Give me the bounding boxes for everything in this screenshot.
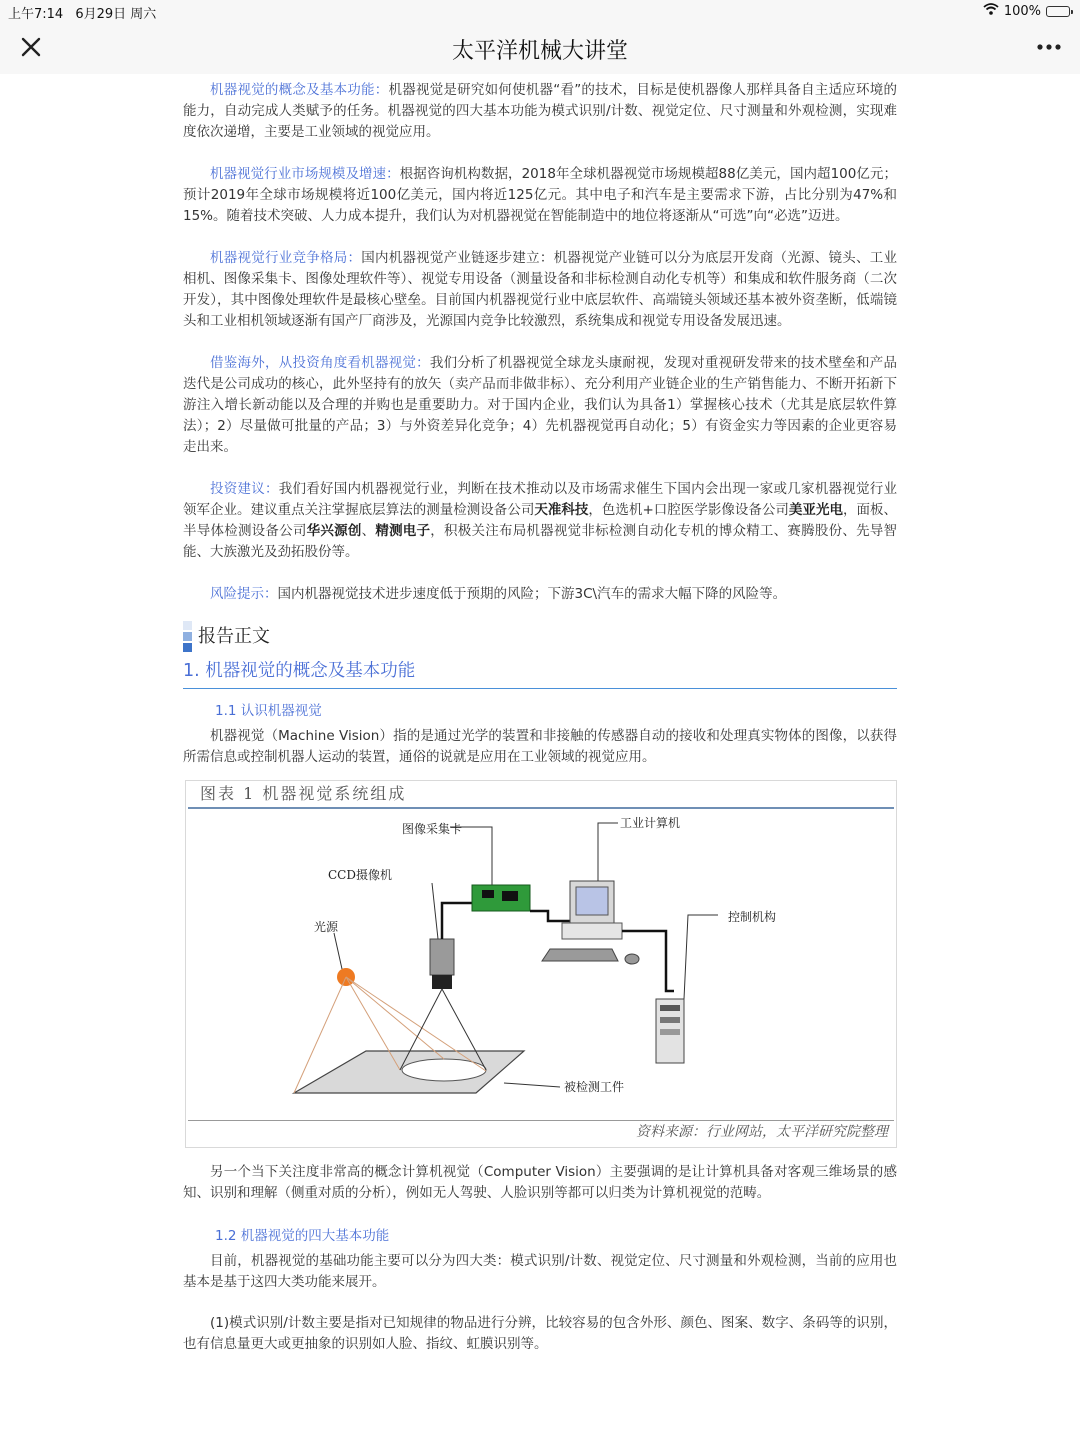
nav-bar xyxy=(0,22,1080,74)
cabinet-slot xyxy=(660,1029,680,1035)
summary-label: 机器视觉的概念及基本功能： xyxy=(210,82,389,98)
battery-icon xyxy=(1046,6,1070,17)
label-light: 光源 xyxy=(314,920,339,934)
label-control: 控制机构 xyxy=(728,910,777,924)
heading-block xyxy=(183,632,192,641)
invest-paragraph xyxy=(183,479,897,563)
section-1-1-title: 1.1 认识机器视觉 xyxy=(215,703,322,719)
card-cable xyxy=(530,911,570,921)
section-1-1-paragraph: 机器视觉（Machine Vision）指的是通过光学的装置和非接触的传感器自动的接收和处理真实物体的图像，以获得所需信息或控制机器人运动的装置，通俗的说就是应用在工业领域的视觉应用。 xyxy=(183,728,897,765)
heading-block xyxy=(183,621,192,630)
leader-control xyxy=(684,915,718,999)
report-heading xyxy=(183,619,897,653)
label-workpiece: 被检测工件 xyxy=(564,1080,625,1094)
invest-text: 、 xyxy=(361,523,376,539)
ccd-camera xyxy=(430,939,454,975)
risk-label: 风险提示： xyxy=(210,586,278,602)
more-icon[interactable] xyxy=(1036,36,1062,58)
page-title: 太平洋机械大讲堂 xyxy=(451,39,628,64)
company-huaxing: 华兴源创 xyxy=(306,523,362,539)
summary-label: 机器视觉行业市场规模及增速： xyxy=(210,166,400,182)
summary-paragraph xyxy=(183,353,897,458)
figure-source-rule xyxy=(188,1120,894,1121)
summary-text: 我们分析了机器视觉全球龙头康耐视，发现对重视研发带来的技术壁垒和产品迭代是公司成功的核心，此外坚持有的放矢（卖产品而非做非标）、充分利用产业链企业的生产销售能力、不断开拓新下游注入增长新动能以及合理的并购也是重要助力。对于国内企业，我们认为具备1）掌握核心技术（尤其是底层软件算法）；2）尽量做可批量的产品；3）与外资差异化竞争；4）先机器视觉再自动化；5）有资金实力等因素的企业更容易走出来。 xyxy=(183,355,898,455)
summary-label: 借鉴海外，从投资角度看机器视觉： xyxy=(210,355,430,371)
card-chip xyxy=(502,891,518,901)
heading-block xyxy=(183,643,192,652)
mouse xyxy=(625,954,639,964)
label-card: 图像采集卡 xyxy=(402,822,463,836)
company-tianzhun: 天准科技 xyxy=(534,502,589,518)
article-content xyxy=(183,74,897,1355)
summary-paragraph xyxy=(183,248,897,332)
section-1-2-title: 1.2 机器视觉的四大基本功能 xyxy=(215,1228,390,1244)
invest-label: 投资建议： xyxy=(210,481,279,497)
section-1-1-paragraph-2: 另一个当下关注度非常高的概念计算机视觉（Computer Vision）主要强调的是让计算机具备对客观三维场景的感知、识别和理解（侧重对质的分析），例如无人驾驶、人脸识别等都可以归类为计算机视觉的范畴。 xyxy=(183,1164,897,1201)
leader-camera xyxy=(432,883,438,939)
leader-light xyxy=(334,933,342,969)
light-ray xyxy=(346,977,444,1059)
status-time: 上午7:14 xyxy=(8,7,64,22)
invest-text: 我们看好国内机器视觉行业，判断在技术推动以及市场需求催生下国内会出现一家或几家机器视觉行业领军企业。建议重点关注掌握底层算法的测量检测设备公司 xyxy=(183,481,898,518)
camera-cable xyxy=(442,897,474,939)
card-chip xyxy=(482,890,494,898)
invest-text: ，色选机+口腔医学影像设备公司 xyxy=(588,502,789,518)
summary-paragraph xyxy=(183,80,897,143)
section-1-title: 1. 机器视觉的概念及基本功能 xyxy=(183,661,897,689)
leader-computer xyxy=(598,823,618,881)
figure-source: 资料来源：行业网站，太平洋研究院整理 xyxy=(636,1124,888,1140)
risk-text: 国内机器视觉技术进步速度低于预期的风险；下游3C\汽车的需求大幅下降的风险等。 xyxy=(277,586,787,602)
section-1-2-paragraph: 目前，机器视觉的基础功能主要可以分为四大类：模式识别/计数、视觉定位、尺寸测量和外观检测，当前的应用也基本是基于这四大类功能来展开。 xyxy=(183,1253,897,1290)
status-left xyxy=(8,3,156,22)
monitor-screen xyxy=(576,887,608,915)
system-diagram xyxy=(186,781,896,1147)
camera-lens xyxy=(432,975,452,989)
company-jingce: 精测电子 xyxy=(375,523,431,539)
battery-percent: 100% xyxy=(1003,3,1041,19)
label-camera: CCD摄像机 xyxy=(328,868,392,882)
summary-text: 机器视觉是研究如何使机器“看”的技术，目标是使机器像人那样具备自主适应环境的能力，自动完成人类赋予的任务。机器视觉的四大基本功能为模式识别/计数、视觉定位、尺寸测量和外观检测，实现难度依次递增，主要是工业领域的视觉应用。 xyxy=(183,82,897,140)
report-heading-text: 报告正文 xyxy=(198,625,270,647)
section-1-2-paragraph-2: (1)模式识别/计数主要是指对已知规律的物品进行分辨，比较容易的包含外形、颜色、图案、数字、条码等的识别，也有信息量更大或更抽象的识别如人脸、指纹、虹膜识别等。 xyxy=(183,1315,897,1352)
status-date: 6月29日 周六 xyxy=(75,7,157,22)
capture-card xyxy=(472,885,530,911)
summary-label: 机器视觉行业竞争格局： xyxy=(210,250,362,266)
company-meiya: 美亚光电 xyxy=(788,502,843,518)
risk-paragraph xyxy=(183,584,897,605)
keyboard xyxy=(542,949,618,961)
summary-text: 国内机器视觉产业链逐步建立：机器视觉产业链可以分为底层开发商（光源、镜头、工业相机、图像采集卡、图像处理软件等）、视觉专用设备（测量设备和非标检测自动化专机等）和集成和软件服务商（二次开发），其中图像处理软件是最核心壁垒。目前国内机器视觉行业中底层软件、高端镜头领域还基本被外资垄断，低端镜头和工业相机领域逐渐有国产厂商涉及，光源国内竞争比较激烈，系统集成和视觉专用设备发展迅速。 xyxy=(183,250,898,329)
label-computer: 工业计算机 xyxy=(620,816,681,830)
status-right xyxy=(983,3,1070,19)
cabinet-slot xyxy=(660,1017,680,1023)
figure-title: 图表 1 机器视觉系统组成 xyxy=(200,784,407,803)
invest-text: ，积极关注布局机器视觉非标检测自动化专机的博众精工、赛腾股份、先导智能、大族激光及劲拓股份等。 xyxy=(183,523,898,560)
cabinet-slot xyxy=(660,1005,680,1011)
invest-text: ，面板、半导体检测设备公司 xyxy=(183,502,898,539)
computer-case xyxy=(562,923,622,939)
figure-machine-vision-system xyxy=(185,780,897,1148)
leader-workpiece xyxy=(504,1083,560,1087)
status-bar xyxy=(0,0,1080,22)
heading-blocks-icon xyxy=(183,621,192,652)
summary-text: 根据咨询机构数据，2018年全球机器视觉市场规模超88亿美元，国内超100亿元；预计2019年全球市场规模将近100亿美元，国内将近125亿元。其中电子和汽车是主要需求下游，占比分别为47%和15%。随着技术突破、人力成本提升，我们认为对机器视觉在智能制造中的地位将逐渐从“可选”向“必选”迈进。 xyxy=(183,166,897,224)
wifi-icon xyxy=(983,3,999,19)
figure-title-rule xyxy=(188,807,894,809)
summary-paragraph xyxy=(183,164,897,227)
